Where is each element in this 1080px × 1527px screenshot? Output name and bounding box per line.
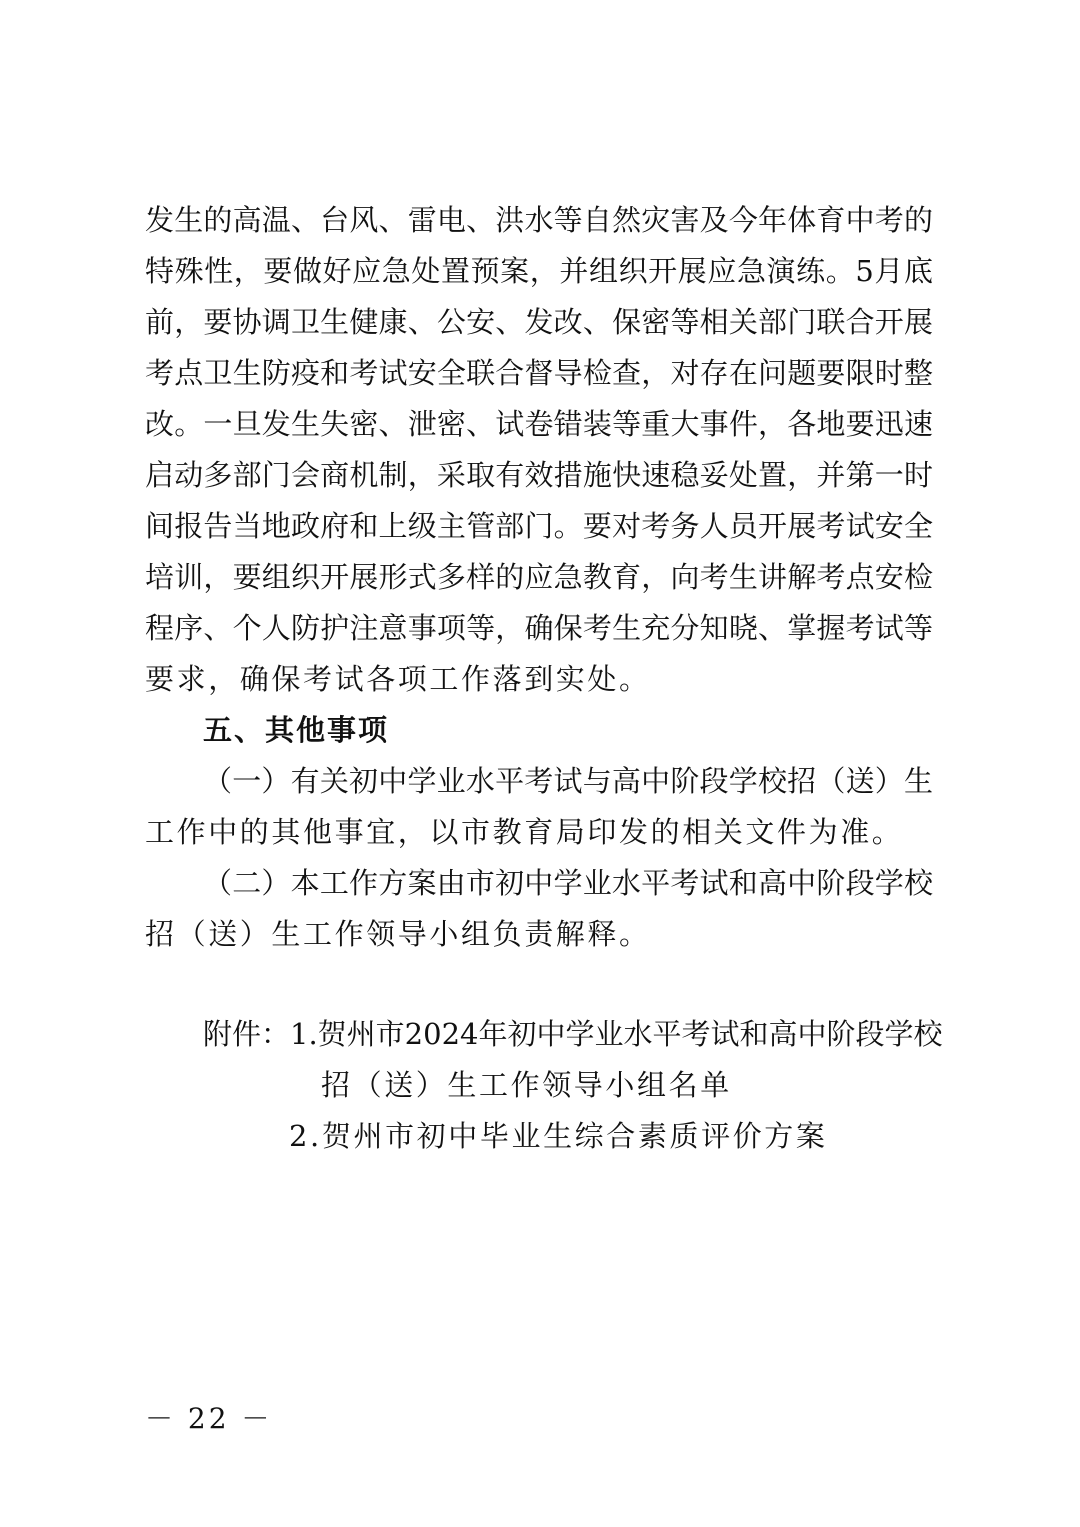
body-line: 要求，确保考试各项工作落到实处。 — [145, 662, 651, 696]
item-line: 工作中的其他事宜，以市教育局印发的相关文件为准。 — [145, 815, 904, 849]
body-line: 特殊性，要做好应急处置预案，并组织开展应急演练。5月底 — [145, 254, 933, 288]
page-number: － 22 － — [145, 1402, 273, 1435]
item-line: （一）有关初中学业水平考试与高中阶段学校招（送）生 — [203, 764, 933, 798]
attachment-line: 附件：1.贺州市2024年初中学业水平考试和高中阶段学校 — [203, 1017, 943, 1051]
body-line: 考点卫生防疫和考试安全联合督导检查，对存在问题要限时整 — [145, 356, 933, 390]
body-line: 培训，要组织开展形式多样的应急教育，向考生讲解考点安检 — [145, 560, 933, 594]
section-heading: 五、其他事项 — [203, 713, 390, 747]
body-line: 程序、个人防护注意事项等，确保考生充分知晓、掌握考试等 — [145, 611, 933, 645]
body-line: 改。一旦发生失密、泄密、试卷错装等重大事件，各地要迅速 — [145, 407, 933, 441]
attachment-line: 招（送）生工作领导小组名单 — [321, 1068, 732, 1102]
body-line: 发生的高温、台风、雷电、洪水等自然灾害及今年体育中考的 — [145, 203, 933, 237]
body-line: 间报告当地政府和上级主管部门。要对考务人员开展考试安全 — [145, 509, 933, 543]
item-line: （二）本工作方案由市初中学业水平考试和高中阶段学校 — [203, 866, 933, 900]
item-line: 招（送）生工作领导小组负责解释。 — [145, 917, 651, 951]
attachment-line: 2.贺州市初中毕业生综合素质评价方案 — [289, 1119, 828, 1153]
body-line: 启动多部门会商机制，采取有效措施快速稳妥处置，并第一时 — [145, 458, 933, 492]
body-line: 前，要协调卫生健康、公安、发改、保密等相关部门联合开展 — [145, 305, 933, 339]
